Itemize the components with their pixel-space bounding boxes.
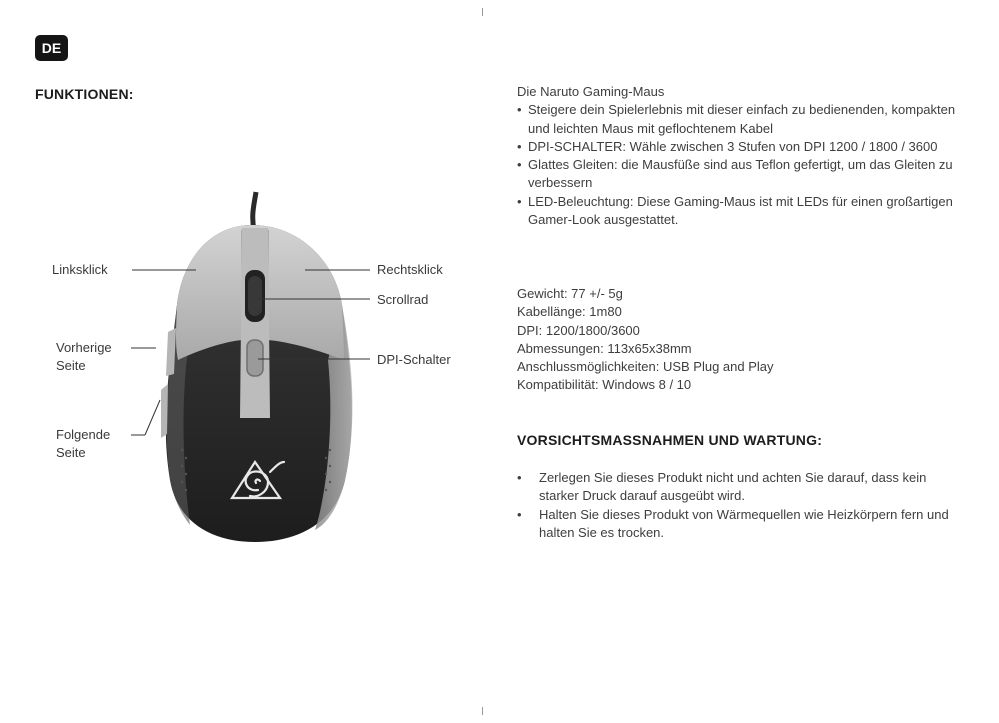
spec-compatibility: Kompatibilität: Windows 8 / 10	[517, 377, 692, 393]
dpi-switch	[247, 340, 263, 376]
language-badge: DE	[35, 35, 68, 61]
next-page-label-line1: Folgende	[56, 427, 111, 442]
dpi-switch-label: DPI-Schalter	[377, 352, 451, 367]
feature-item: • Glattes Gleiten: die Mausfüße sind aus Teflon gefertigt, um das Gleiten zu verbessern	[517, 156, 967, 193]
side-button-next	[161, 384, 168, 438]
spec-weight: Gewicht: 77 +/- 5g	[517, 286, 623, 301]
feature-list	[517, 101, 967, 229]
care-section	[517, 469, 962, 542]
next-page-label-line2: Seite	[56, 445, 86, 460]
previous-page-label-line2: Seite	[56, 358, 86, 373]
right-click-label: Rechtsklick	[377, 262, 443, 277]
spec-list	[517, 285, 967, 395]
product-description	[517, 83, 967, 229]
care-item: • Zerlegen Sie dieses Produkt nicht und achten Sie darauf, dass kein starker Druck darauf ausgeübt wird.	[517, 469, 962, 506]
scroll-wheel-label: Scrollrad	[377, 292, 429, 307]
care-item: • Halten Sie dieses Produkt von Wärmequellen wie Heizkörpern fern und halten Sie es trocken.	[517, 506, 962, 543]
crop-mark-bottom	[482, 707, 483, 715]
care-list	[517, 469, 962, 542]
left-click-label: Linksklick	[52, 262, 108, 277]
next-page-label	[56, 426, 110, 462]
previous-page-label-line1: Vorherige	[56, 340, 112, 355]
feature-item: • DPI-SCHALTER: Wähle zwischen 3 Stufen von DPI 1200 / 1800 / 3600	[517, 138, 967, 156]
feature-item: • LED-Beleuchtung: Diese Gaming-Maus ist mit LEDs für einen großartigen Gamer-Look ausgestattet.	[517, 193, 967, 230]
mouse-illustration	[130, 180, 460, 560]
mouse-center-strip	[240, 228, 270, 418]
features-heading: FUNKTIONEN:	[35, 86, 134, 102]
spec-dimensions: Abmessungen: 113x65x38mm	[517, 340, 692, 356]
spec-cable-length: Kabellänge: 1m80	[517, 304, 622, 320]
care-heading: VORSICHTSMASSNAHMEN UND WARTUNG:	[517, 432, 823, 448]
product-intro: Die Naruto Gaming-Maus	[517, 84, 665, 99]
crop-mark-top	[482, 8, 483, 16]
spec-connectivity: Anschlussmöglichkeiten: USB Plug and Play	[517, 359, 774, 375]
feature-item: • Steigere dein Spielerlebnis mit dieser einfach zu bedienenden, kompakten und leichten Maus mit geflochtenem Kabel	[517, 101, 967, 138]
spec-dpi: DPI: 1200/1800/3600	[517, 322, 640, 338]
previous-page-label	[56, 339, 112, 375]
mouse-cable	[253, 192, 256, 230]
